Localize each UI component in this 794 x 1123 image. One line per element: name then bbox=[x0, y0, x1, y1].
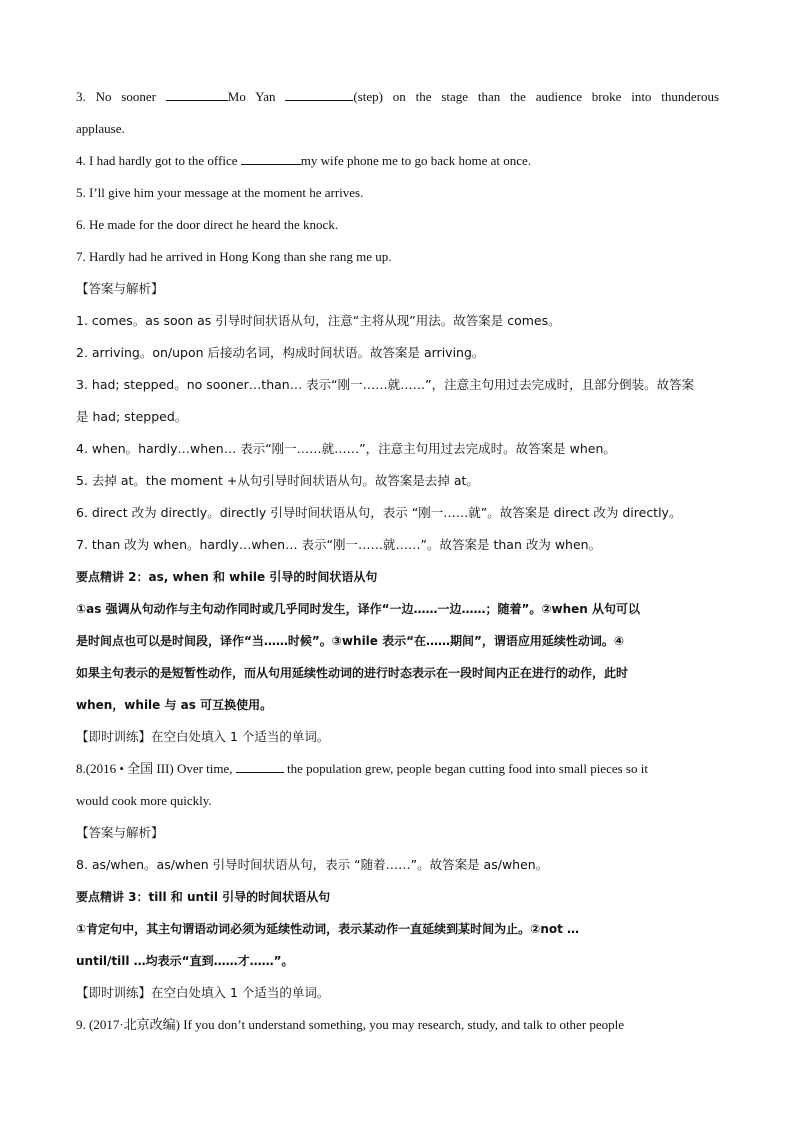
q4-text-b: my wife phone me to go back home at once. bbox=[300, 153, 532, 168]
q8-text-a: 8.(2016 • 全国 III) Over time, bbox=[76, 761, 233, 776]
question-3-line1 bbox=[76, 88, 719, 106]
question-9: 9. (2017·北京改编) If you don’t understand something, you may research, study, and talk to other people bbox=[76, 1017, 625, 1032]
q3-text-a: 3. No sooner bbox=[76, 89, 156, 104]
answer-5: 5. 去掉 at。the moment +从句引导时间状语从句。故答案是去掉 at。 bbox=[76, 473, 479, 488]
drill-heading-2: 【即时训练】在空白处填入 1 个适当的单词。 bbox=[76, 985, 330, 1000]
question-8-line2: would cook more quickly. bbox=[76, 793, 212, 808]
key-point-2-line3: 如果主句表示的是短暂性动作，而从句用延续性动词的进行时态表示在一段时间内正在进行的动作，此时 bbox=[76, 666, 629, 680]
answer-blank bbox=[166, 88, 228, 101]
answer-7: 7. than 改为 when。hardly…when… 表示“刚一……就……”。故答案是 than 改为 when。 bbox=[76, 537, 602, 552]
answer-heading-2: 【答案与解析】 bbox=[76, 825, 164, 840]
question-8-line1 bbox=[76, 760, 719, 778]
key-point-2-line2: 是时间点也可以是时间段，译作“当……时候”。③while 表示“在……期间”，谓语应用延续性动词。④ bbox=[76, 634, 625, 648]
key-point-2-line1: ①as 强调从句动作与主句动作同时或几乎同时发生，译作“一边……一边……；随着”。②when 从句可以 bbox=[76, 602, 641, 616]
key-point-3-title: 要点精讲 3：till 和 until 引导的时间状语从句 bbox=[76, 890, 331, 904]
answer-3-line1: 3. had; stepped。no sooner…than… 表示“刚一……就……”，注意主句用过去完成时，且部分倒装。故答案 bbox=[76, 377, 695, 392]
answer-3-line2: 是 had; stepped。 bbox=[76, 409, 188, 424]
q4-text-a: 4. I had hardly got to the office bbox=[76, 153, 238, 168]
key-point-2-title: 要点精讲 2：as, when 和 while 引导的时间状语从句 bbox=[76, 570, 378, 584]
q3-text-b: Mo Yan bbox=[227, 89, 276, 104]
key-point-3-line1: ①肯定句中，其主句谓语动词必须为延续性动词，表示某动作一直延续到某时间为止。②not … bbox=[76, 922, 580, 936]
answer-4: 4. when。hardly…when… 表示“刚一……就……”，注意主句用过去完成时。故答案是 when。 bbox=[76, 441, 616, 456]
answer-blank bbox=[241, 152, 301, 165]
question-3-line2: applause. bbox=[76, 121, 125, 136]
q8-text-b: the population grew, people began cutting food into small pieces so it bbox=[287, 761, 648, 776]
answer-heading: 【答案与解析】 bbox=[76, 281, 164, 296]
answer-2: 2. arriving。on/upon 后接动名词，构成时间状语。故答案是 arriving。 bbox=[76, 345, 485, 360]
question-7: 7. Hardly had he arrived in Hong Kong than she rang me up. bbox=[76, 249, 392, 264]
question-4 bbox=[76, 152, 719, 170]
question-5: 5. I’ll give him your message at the moment he arrives. bbox=[76, 185, 364, 200]
q3-text-c: (step) on the stage than the audience broke into thunderous bbox=[353, 89, 720, 104]
answer-1: 1. comes。as soon as 引导时间状语从句，注意“主将从现”用法。故答案是 comes。 bbox=[76, 313, 561, 328]
answer-blank bbox=[236, 760, 284, 773]
answer-blank bbox=[285, 88, 353, 101]
key-point-3-line2: until/till …均表示“直到……才……”。 bbox=[76, 954, 294, 968]
answer-6: 6. direct 改为 directly。directly 引导时间状语从句，表示 “刚一……就”。故答案是 direct 改为 directly。 bbox=[76, 505, 682, 520]
drill-heading-1: 【即时训练】在空白处填入 1 个适当的单词。 bbox=[76, 729, 330, 744]
answer-8: 8. as/when。as/when 引导时间状语从句，表示 “随着……”。故答案是 as/when。 bbox=[76, 857, 549, 872]
question-6: 6. He made for the door direct he heard the knock. bbox=[76, 217, 339, 232]
key-point-2-line4: when，while 与 as 可互换使用。 bbox=[76, 698, 273, 712]
